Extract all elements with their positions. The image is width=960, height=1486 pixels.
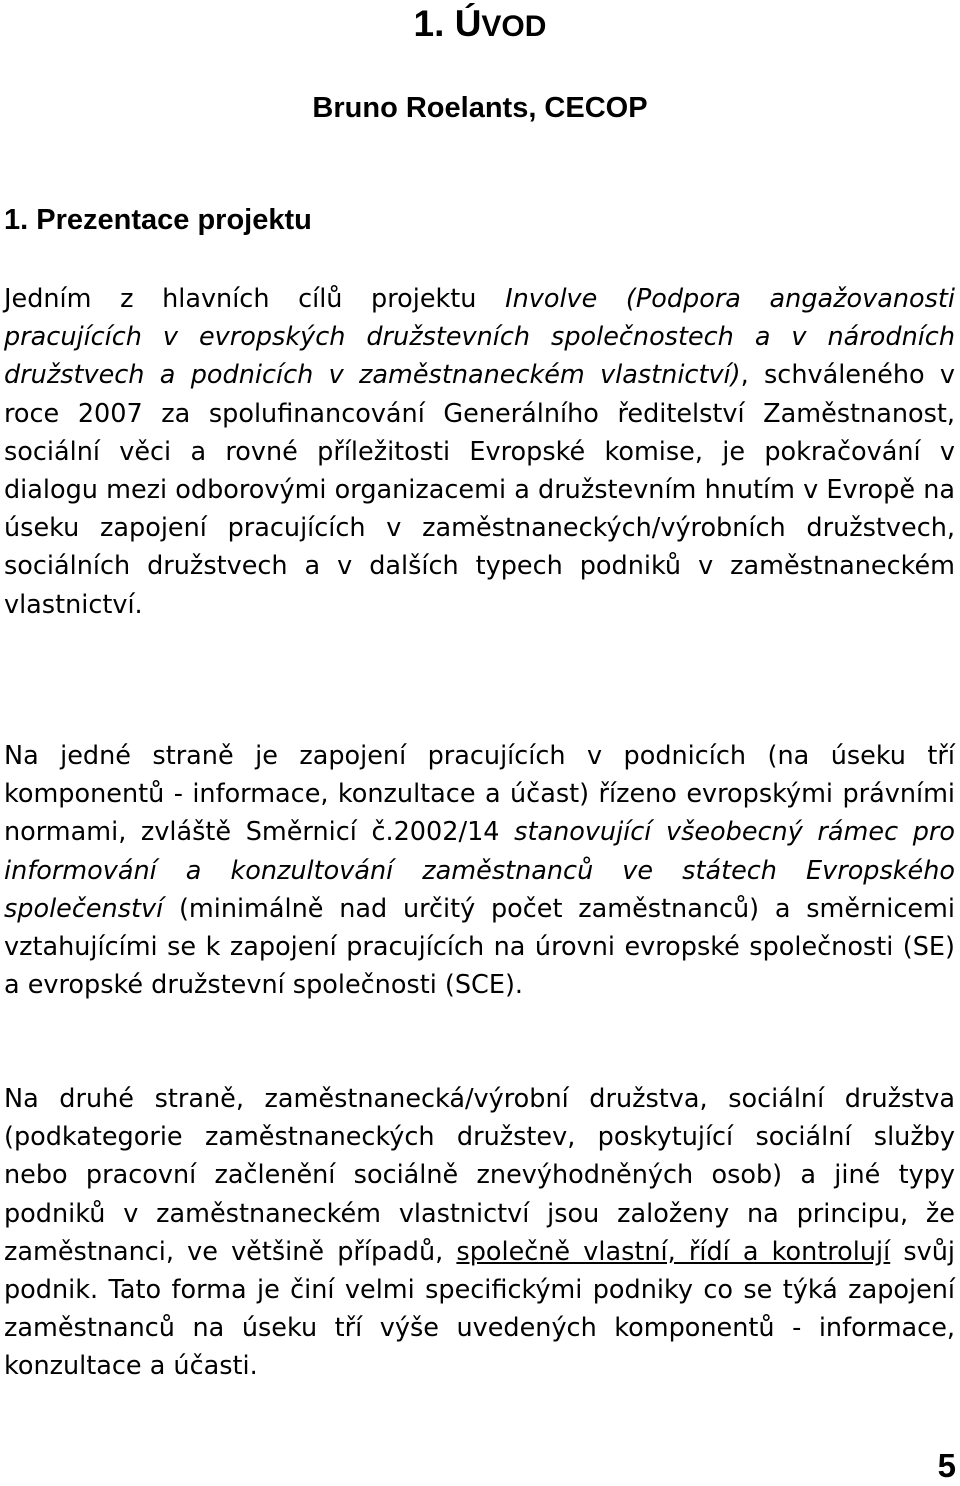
chapter-rest: VOD [481, 10, 547, 43]
paragraph-3-underlined: společně vlastní, řídí a kontrolují [456, 1236, 891, 1267]
chapter-initial: Ú [454, 3, 482, 44]
paragraph-2 [4, 737, 955, 1004]
author-line: Bruno Roelants, CECOP [312, 92, 648, 124]
section-title: 1. Prezentace projektu [4, 204, 312, 236]
paragraph-3 [4, 1080, 955, 1386]
paragraph-2-text-b: (minimálně nad určitý počet zaměstnanců) a směrnicemi vztahujícími se k zapojení pracujících na úrovni evropské společnosti (SE) a evropské družstevní společnosti (SCE). [4, 893, 955, 1001]
chapter-number: 1. [413, 3, 455, 44]
paragraph-1-text-a: Jedním z hlavních cílů projektu [4, 284, 506, 314]
paragraph-3-text-a: Na druhé straně, zaměstnanecká/výrobní družstva, sociální družstva (podkategorie zaměstnaneckých družstev, poskytující sociální služby nebo pracovní začlenění sociálně znevýhodněných osob) a jiné typy podniků v zaměstnaneckém vlastnictví jsou založeny na principu, že zaměstnanci, ve většině případů, [4, 1084, 955, 1267]
page-number: 5 [937, 1447, 956, 1484]
paragraph-2-text-a: Na jedné straně je zapojení pracujících v podnicích (na úseku tří komponentů - informace, konzultace a účast) řízeno evropskými právními normami, zvláště Směrnicí č.2002/14 [4, 741, 955, 848]
paragraph-1-text-b: , schváleného v roce 2007 za spolufinancování Generálního ředitelství Zaměstnanost, sociální věci a rovné příležitosti Evropské komise, je pokračování v dialogu mezi odborovými organizacemi a družstevním hnutím v Evropě na úseku zapojení pracujících v zaměstnaneckých/výrobních družstvech, sociálních družstvech a v dalších typech podniků v zaměstnaneckém vlastnictví. [4, 360, 955, 620]
paragraph-3-text-b: svůj podnik. Tato forma je činí velmi specifickými podniky co se týká zapojení zaměstnanců na úseku tří výše uvedených komponentů - informace, konzultace a účasti. [4, 1236, 955, 1382]
paragraph-1-italic: Involve (Podpora angažovanosti pracujících v evropských družstevních společnostech a v národních družstvech a podnicích v zaměstnaneckém vlastnictví) [4, 284, 955, 391]
paragraph-2-italic: stanovující všeobecný rámec pro informování a konzultování zaměstnanců ve státech Evropského společenství [4, 817, 955, 924]
paragraph-1 [4, 280, 955, 624]
chapter-heading [0, 2, 960, 49]
